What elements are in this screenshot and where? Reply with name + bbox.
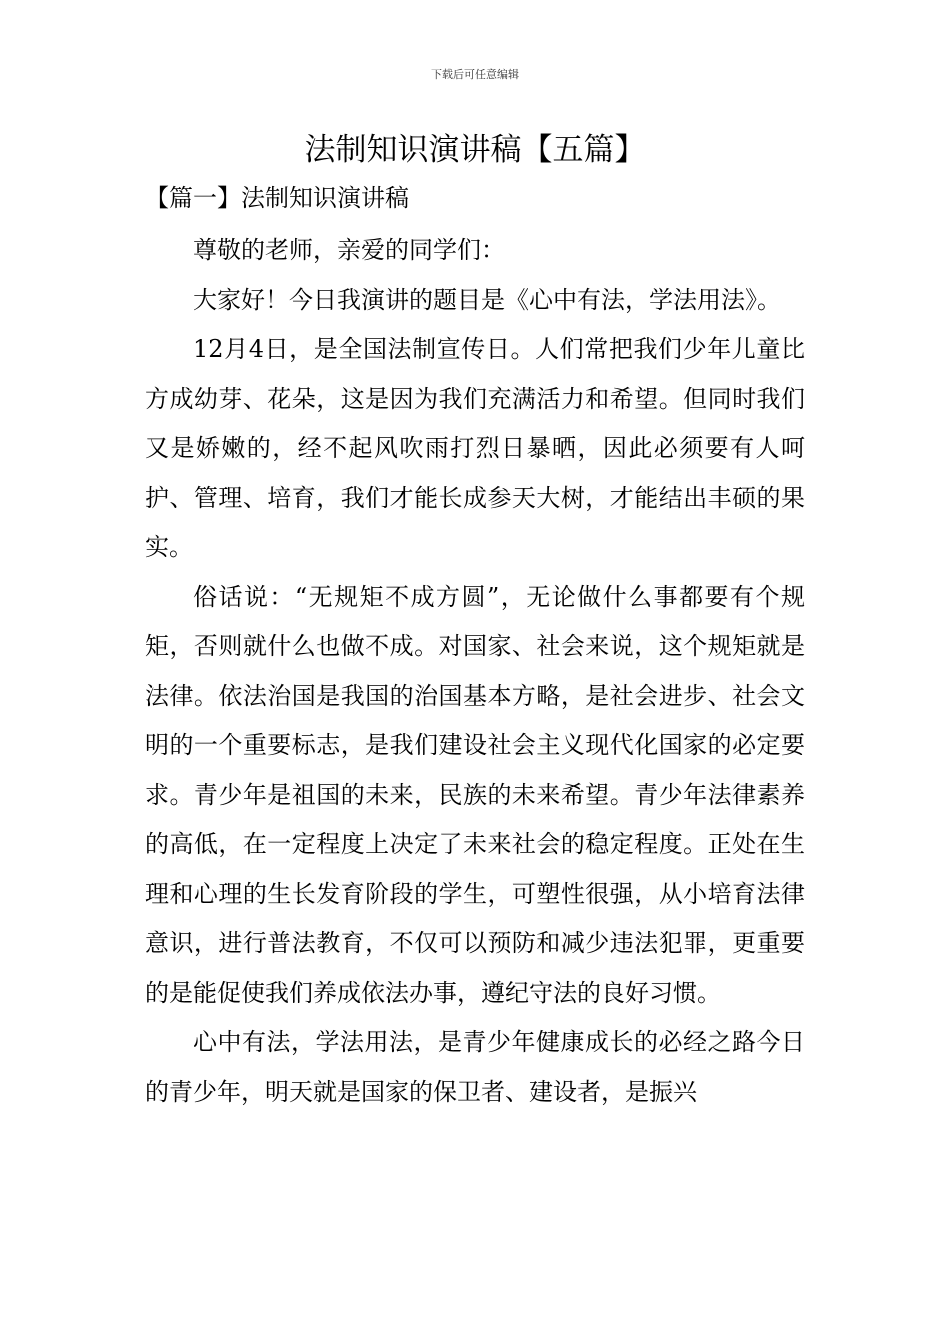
paragraph-law-day: 12月4日，是全国法制宣传日。人们常把我们少年儿童比方成幼芽、花朵，这是因为我们充满活力和希望。但同时我们又是娇嫩的，经不起风吹雨打烈日暴晒，因此必须要有人呵护、管理、培育，我们才能长成参天大树，才能结出丰硕的果实。 <box>145 335 805 561</box>
document-body <box>145 226 805 1117</box>
paragraph-greeting: 大家好！今日我演讲的题目是《心中有法，学法用法》。 <box>193 285 781 314</box>
paragraph-rules: 俗话说：“无规矩不成方圆”，无论做什么事都要有个规矩，否则就什么也做不成。对国家、社会来说，这个规矩就是法律。依法治国是我国的治国基本方略，是社会进步、社会文明的一个重要标志，是我们建设社会主义现代化国家的必定要求。青少年是祖国的未来，民族的未来希望。青少年法律素养的高低，在一定程度上决定了未来社会的稳定程度。正处在生理和心理的生长发育阶段的学生，可塑性很强，从小培育法律意识，进行普法教育，不仅可以预防和减少违法犯罪，更重要的是能促使我们养成依法办事，遵纪守法的良好习惯。 <box>145 582 805 1007</box>
document-title: 法制知识演讲稿【五篇】 <box>304 132 646 168</box>
paragraph-salutation: 尊敬的老师，亲爱的同学们： <box>193 236 505 264</box>
section-heading: 【篇一】法制知识演讲稿 <box>145 184 409 212</box>
paragraph-conclusion: 心中有法，学法用法，是青少年健康成长的必经之路今日的青少年，明天就是国家的保卫者、建设者，是振兴 <box>145 1028 805 1106</box>
header-note: 下载后可任意编辑 <box>431 68 519 81</box>
